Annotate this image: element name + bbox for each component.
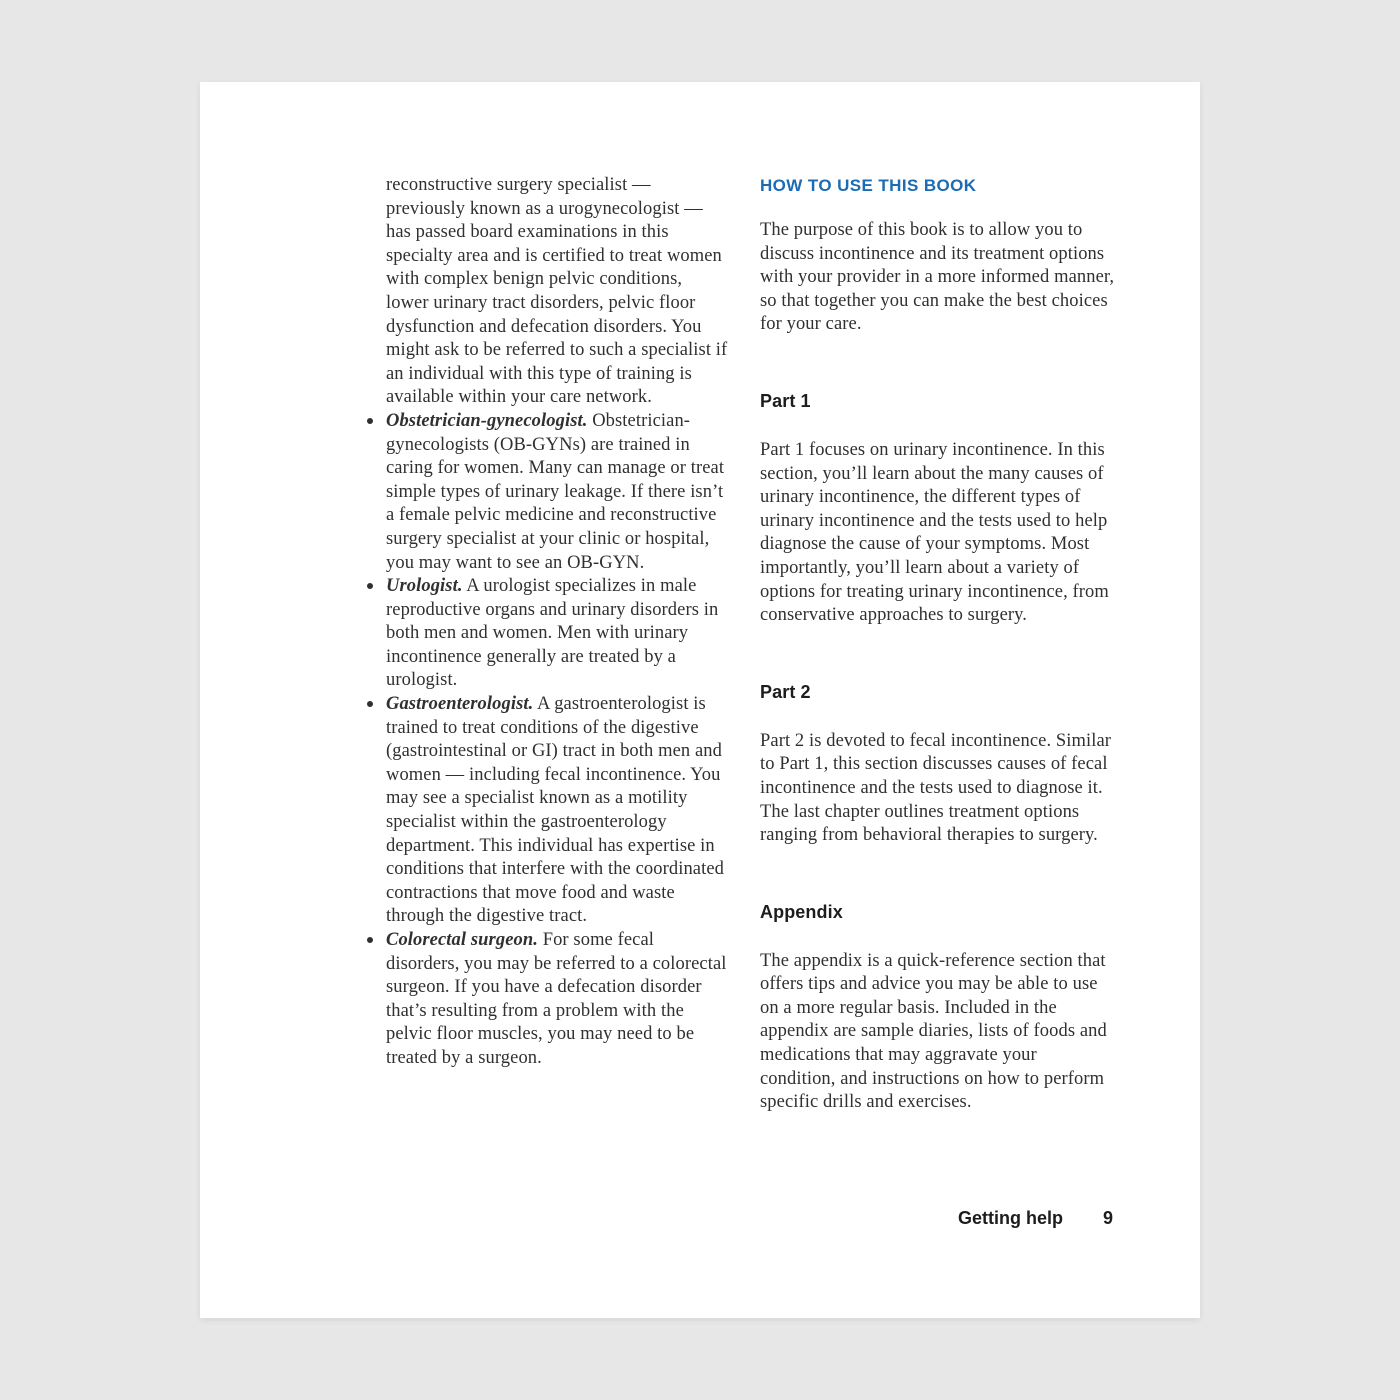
specialist-desc: For some fecal disorders, you may be referred to a colorectal surgeon. If you have a defecation disorder that’s resulting from a problem with the pelvic floor muscles, you may need to be treated by a surgeon.	[386, 930, 727, 1068]
running-chapter-title: Getting help	[957, 1208, 1063, 1228]
bullet-icon	[367, 937, 373, 943]
section-appendix	[760, 900, 1116, 1115]
specialist-desc: A urologist specializes in male reproductive organs and urinary disorders in both men and women. Men with urinary incontinence generally are treated by a urologist.	[386, 576, 719, 691]
chapter-section-heading: HOW TO USE THIS BOOK	[760, 176, 977, 195]
section-body: Part 2 is devoted to fecal incontinence. Similar to Part 1, this section discusses causes of fecal incontinence and the tests used to diagnose it. The last chapter outlines treatment options ranging from behavioral therapies to surgery.	[760, 730, 1112, 846]
left-column	[366, 174, 728, 1071]
page-number: 9	[1102, 1208, 1113, 1228]
specialist-desc: A gastroenterologist is trained to treat conditions of the digestive (gastrointestinal or GI) tract in both men and women — including fecal incontinence. You may see a specialist known as a motility specialist within the gastroenterology department. This individual has expertise in conditions that interfere with the coordinated contractions that move food and waste through the digestive tract.	[386, 694, 725, 927]
specialist-term: Urologist.	[386, 576, 463, 597]
intro-paragraph: The purpose of this book is to allow you to discuss incontinence and its treatment options with your provider in a more informed manner, so that together you can make the best choices for your care.	[760, 220, 1115, 335]
book-page	[200, 82, 1200, 1318]
section-title: Appendix	[760, 901, 843, 922]
section-title: Part 2	[760, 681, 811, 702]
section-part-2	[760, 680, 1116, 848]
bullet-icon	[367, 583, 373, 589]
list-item	[366, 410, 728, 575]
bullet-icon	[367, 418, 373, 424]
section-body: The appendix is a quick-reference section that offers tips and advice you may be able to use on a more regular basis. Included in the appendix are sample diaries, lists of foods and medications that may aggravate your condition, and instructions on how to perform specific drills and exercises.	[760, 950, 1107, 1113]
specialist-list	[366, 410, 728, 1071]
list-item	[366, 929, 728, 1071]
list-item	[366, 693, 728, 929]
section-title: Part 1	[760, 390, 811, 411]
bullet-icon	[367, 701, 373, 707]
continuation-paragraph: reconstructive surgery specialist — previously known as a urogynecologist — has passed board examinations in this specialty area and is certified to treat women with complex benign pelvic conditions, lower urinary tract disorders, pelvic floor dysfunction and defecation disorders. You might ask to be referred to such a specialist if an individual with this type of training is available within your care network.	[386, 175, 728, 408]
specialist-term: Colorectal surgeon.	[386, 930, 538, 950]
list-item	[366, 575, 728, 693]
specialist-term: Obstetrician-gynecologist.	[386, 410, 588, 431]
page-footer	[958, 1208, 1113, 1229]
right-column	[760, 174, 1116, 1115]
specialist-term: Gastroenterologist.	[386, 694, 534, 715]
specialist-desc: Obstetrician-gynecologists (OB-GYNs) are trained in caring for women. Many can manage or treat simple types of urinary leakage. If there isn’t a female pelvic medicine and reconstructive surgery specialist at your clinic or hospital, you may want to see an OB-GYN.	[386, 410, 725, 573]
section-part-1	[760, 389, 1116, 628]
section-body: Part 1 focuses on urinary incontinence. In this section, you’ll learn about the many causes of urinary incontinence, the different types of urinary incontinence and the tests used to help diagnose the cause of your symptoms. Most importantly, you’ll learn about a variety of options for treating urinary incontinence, from conservative approaches to surgery.	[760, 439, 1109, 626]
